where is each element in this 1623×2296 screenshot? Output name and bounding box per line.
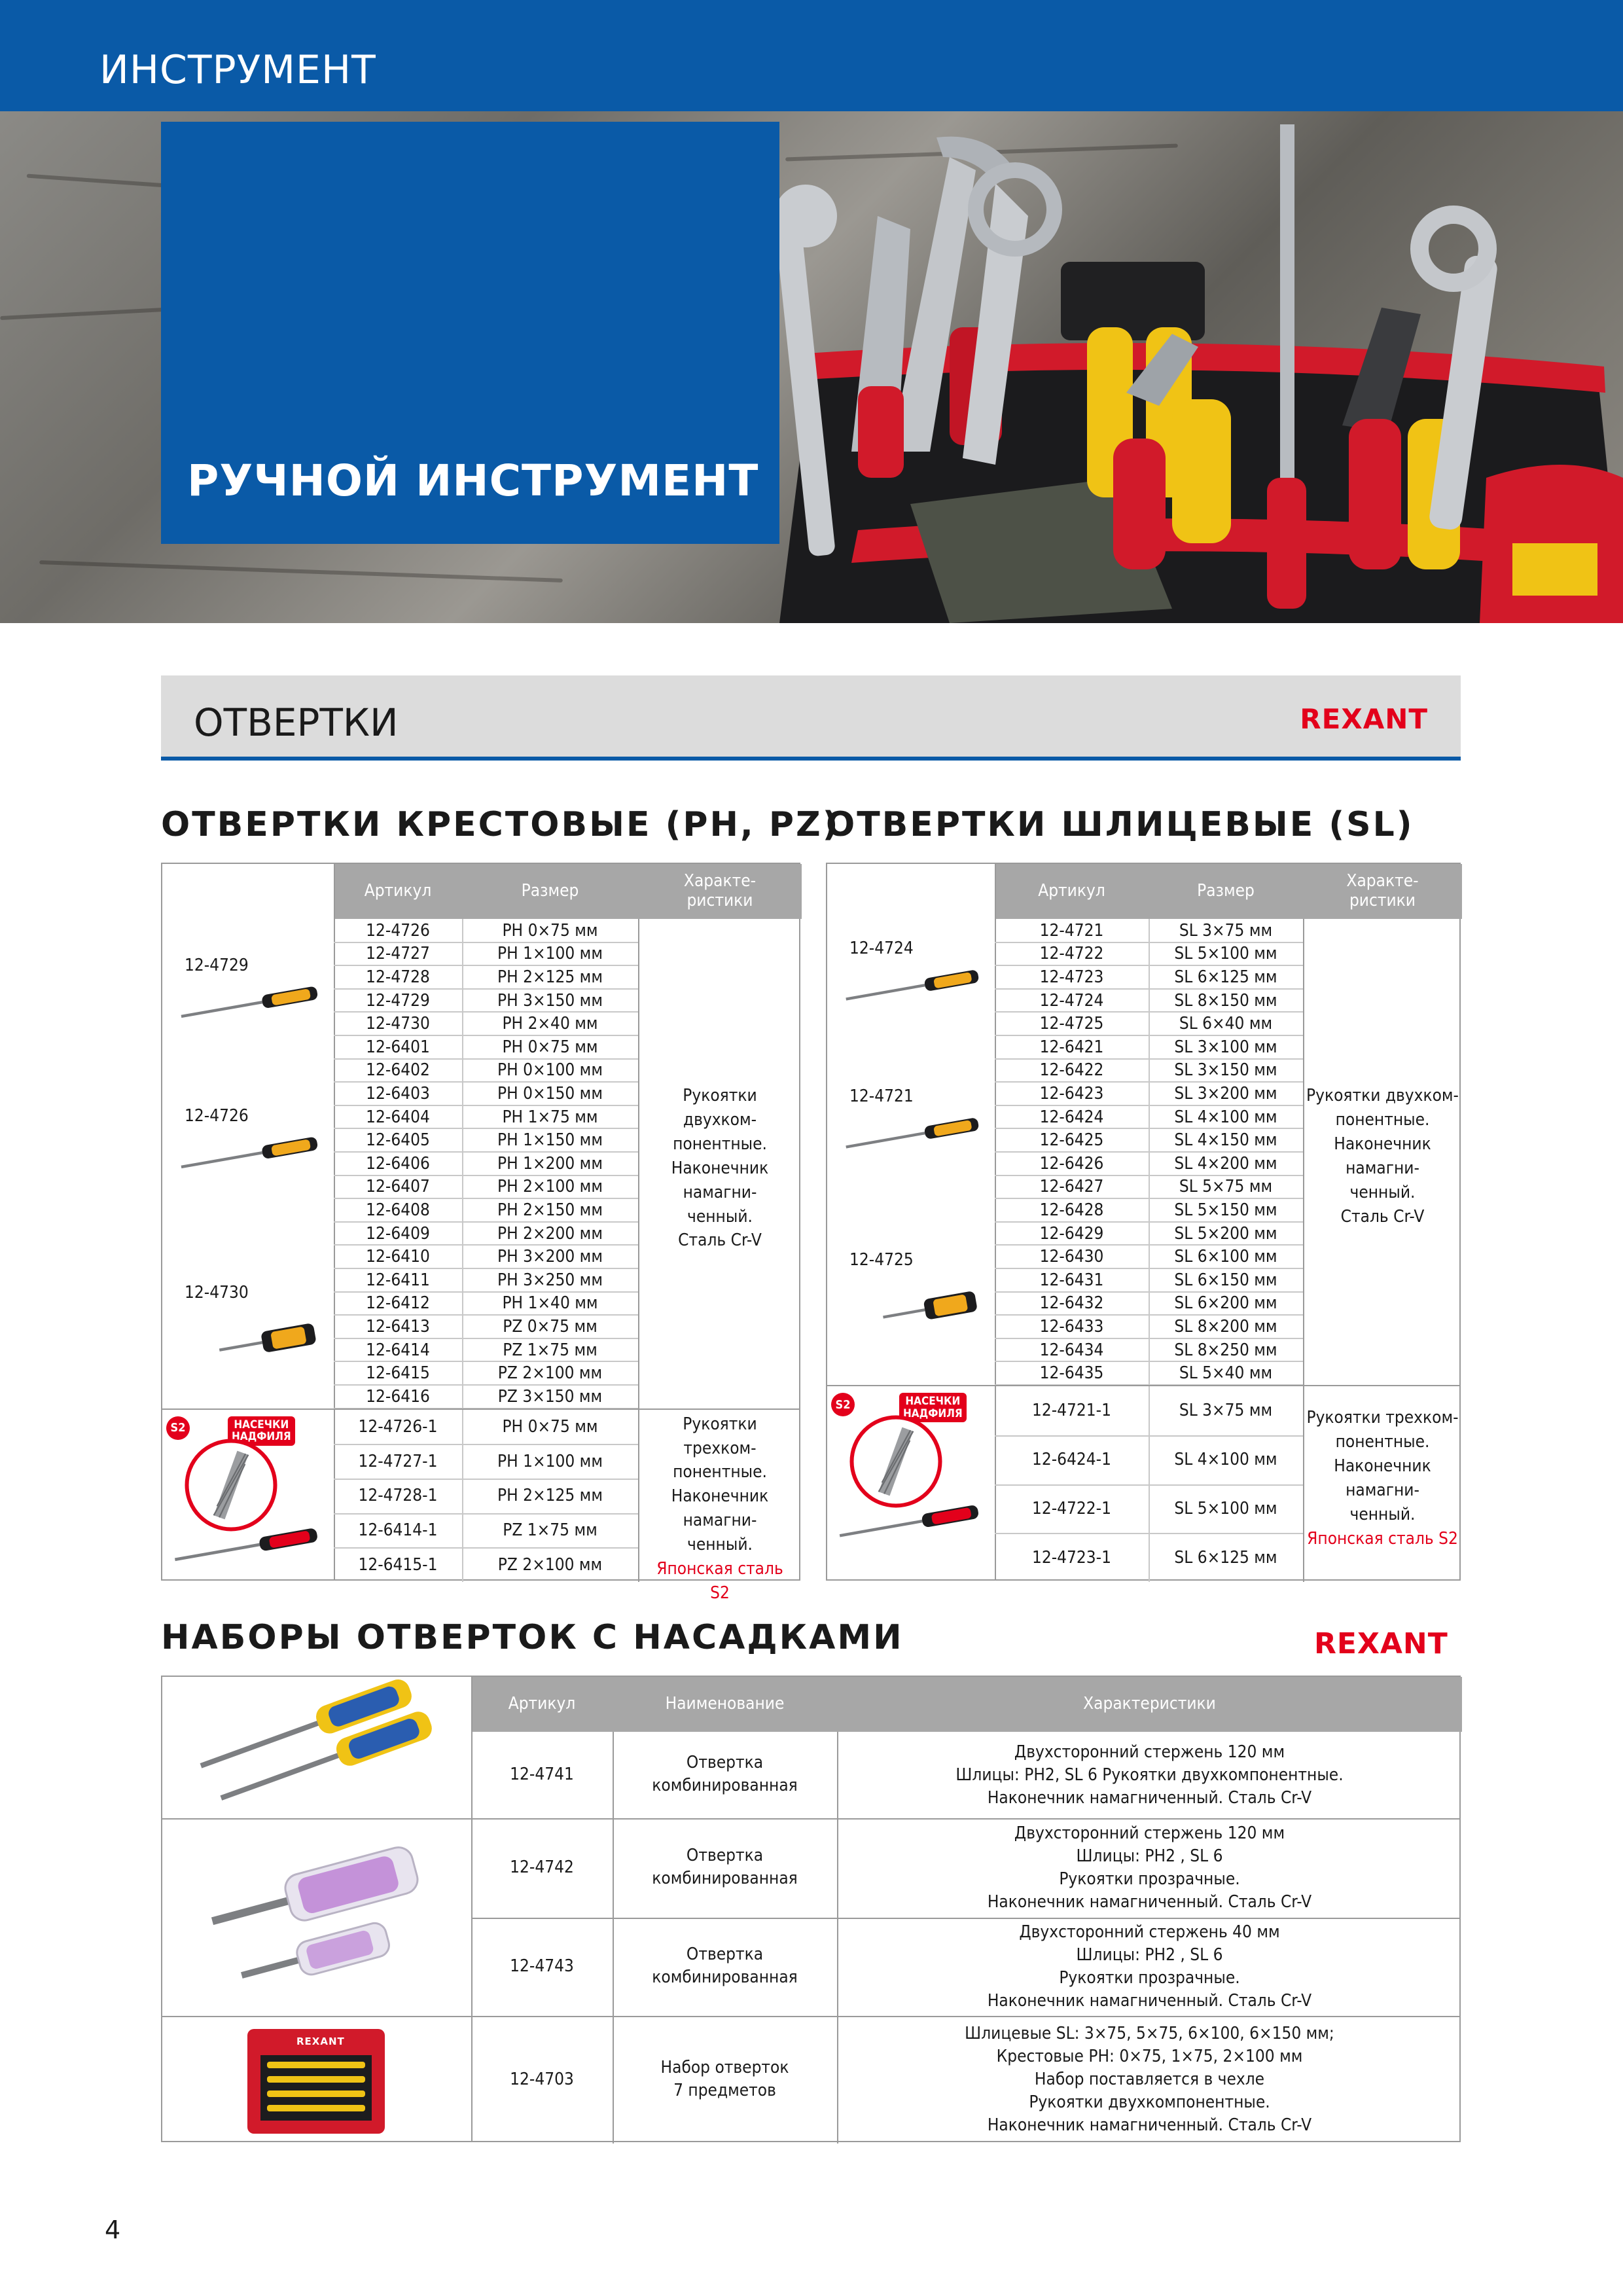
table-cell-size: PZ 0×75 мм <box>503 1316 597 1336</box>
table-cell-article: 12-4721 <box>1039 920 1104 941</box>
table-cell-article: 12-6408 <box>366 1200 430 1220</box>
table-cell-size: SL 5×100 мм <box>1174 1498 1277 1518</box>
table-cell-size: PH 2×100 мм <box>497 1177 603 1197</box>
table-cell-size: PH 3×250 мм <box>497 1270 603 1290</box>
characteristics-line: ченный. <box>1349 1504 1416 1524</box>
set-characteristics-line: Двухсторонний стержень 120 мм <box>1014 1742 1285 1762</box>
set-characteristics-line: Рукоятки прозрачные. <box>1059 1968 1240 1988</box>
rexant-logo: REXANT <box>1300 703 1428 735</box>
characteristics-line: Наконечник <box>671 1158 769 1178</box>
table-cell-article: 12-6429 <box>1039 1223 1104 1244</box>
characteristics-line: Наконечник <box>1334 1134 1431 1154</box>
table-cell-article: 12-6415 <box>366 1363 430 1384</box>
table-cell-size: SL 4×200 мм <box>1174 1153 1277 1174</box>
table-cell-article: 12-6415-1 <box>358 1554 438 1575</box>
file-notch-badge: НАСЕЧКИ НАДФИЛЯ <box>228 1416 295 1446</box>
screwdriver-s2-image <box>834 1498 982 1550</box>
characteristics-line: понентные. <box>673 1134 767 1154</box>
image-sku-label: 12-4724 <box>849 939 914 958</box>
table-cell-size: SL 8×250 мм <box>1174 1340 1277 1360</box>
table-cell-article: 12-6404 <box>366 1107 430 1127</box>
set-characteristics-line: Набор поставляется в чехле <box>1034 2070 1265 2090</box>
table-cell-article: 12-4722 <box>1039 944 1104 964</box>
table-cell-size: SL 8×150 мм <box>1174 990 1277 1011</box>
table-cell-article: 12-6435 <box>1039 1363 1104 1384</box>
set-name-line: комбинированная <box>652 1869 798 1889</box>
top-banner <box>0 0 1623 111</box>
table-cell-article: 12-6412 <box>366 1293 430 1314</box>
tool-bag-photo <box>779 111 1623 623</box>
table-cell-article: 12-4723 <box>1039 967 1104 987</box>
s2-badge: S2 <box>166 1416 190 1440</box>
header-article: Артикул <box>995 864 1149 919</box>
table-cell-article: 12-6413 <box>366 1316 430 1336</box>
table-cell-article: 12-4728 <box>366 967 430 987</box>
table-cell-article: 12-6434 <box>1039 1340 1104 1360</box>
table-cell-size: SL 4×100 мм <box>1174 1450 1277 1470</box>
screwdriver-image <box>840 1113 982 1158</box>
table-cell-article: 12-6426 <box>1039 1153 1104 1174</box>
table-cell-size: PH 2×125 мм <box>497 967 603 987</box>
set-characteristics-line: Наконечник намагниченный. Сталь Cr-V <box>987 1991 1312 2011</box>
table-cell-size: SL 4×100 мм <box>1174 1107 1277 1127</box>
table-cell-size: SL 5×40 мм <box>1179 1363 1273 1384</box>
table-cell-size: PH 0×150 мм <box>497 1083 603 1103</box>
table-cell-article: 12-4727-1 <box>358 1451 438 1471</box>
table-cell-size: SL 5×100 мм <box>1174 944 1277 964</box>
characteristics-main <box>1303 1084 1462 1229</box>
table-cell-size: PH 1×100 мм <box>497 1451 603 1471</box>
characteristics-line: Наконечник <box>671 1486 769 1507</box>
header-chars: Характе- ристики <box>638 864 802 919</box>
image-sku-label: 12-4729 <box>185 956 249 975</box>
characteristics-line: Наконечник <box>1334 1456 1431 1476</box>
table-cell-size: SL 3×75 мм <box>1179 1401 1273 1421</box>
transparent-combo-screwdrivers-image <box>162 1818 470 2016</box>
file-notch-badge: НАСЕЧКИ НАДФИЛЯ <box>899 1393 967 1422</box>
table-cell-article: 12-6406 <box>366 1153 430 1174</box>
zoom-circle-illustration <box>847 1412 945 1511</box>
set-article: 12-4743 <box>510 1956 574 1976</box>
characteristics-s2 <box>1303 1406 1462 1551</box>
image-sku-label: 12-4730 <box>185 1283 249 1302</box>
table-cell-article: 12-6422 <box>1039 1060 1104 1081</box>
set-name <box>613 1844 837 1890</box>
table-cell-article: 12-6405 <box>366 1130 430 1151</box>
table-cell-article: 12-6424 <box>1039 1107 1104 1127</box>
set-name-line: Отвертка <box>686 1753 764 1772</box>
set-characteristics-line: Наконечник намагниченный. Сталь Cr-V <box>987 1892 1312 1912</box>
table-cell-article: 12-6403 <box>366 1083 430 1103</box>
table-cell-article: 12-6427 <box>1039 1177 1104 1197</box>
row-divider <box>471 1918 1459 1919</box>
hero-title: РУЧНОЙ ИНСТРУМЕНТ <box>187 456 759 506</box>
set-name <box>613 1751 837 1797</box>
table-cell-size: SL 3×150 мм <box>1174 1060 1277 1081</box>
characteristics-line: Рукоятки <box>683 1086 757 1105</box>
table-cell-size: PH 1×150 мм <box>497 1130 603 1151</box>
screwdriver-image <box>175 1309 321 1381</box>
set-characteristics-line: Наконечник намагниченный. Сталь Cr-V <box>987 1787 1312 1808</box>
table-cell-size: SL 6×200 мм <box>1174 1293 1277 1314</box>
table-cell-size: PH 2×40 мм <box>502 1014 598 1034</box>
characteristics-line: намагни- <box>683 1182 757 1202</box>
header-article: Артикул <box>471 1677 613 1732</box>
screwdriver-image <box>840 965 982 1011</box>
set-characteristics <box>837 2022 1462 2137</box>
set-characteristics-line: Крестовые PH: 0×75, 1×75, 2×100 мм <box>996 2047 1303 2067</box>
table-cell-article: 12-6424-1 <box>1031 1450 1112 1470</box>
characteristics-line: Рукоятки трехком- <box>1306 1408 1459 1427</box>
set-article: 12-4742 <box>510 1857 574 1877</box>
characteristics-line: намагни- <box>1346 1480 1419 1500</box>
characteristics-line: Рукоятки двухком- <box>1306 1086 1459 1105</box>
sets-table <box>161 1676 1461 2142</box>
table-cell-article: 12-4723-1 <box>1031 1547 1112 1568</box>
characteristics-main <box>638 1084 802 1253</box>
table-cell-article: 12-4728-1 <box>358 1486 438 1506</box>
characteristics-line: Рукоятки <box>683 1414 757 1434</box>
characteristics-steel-s2: Японская сталь S2 <box>1307 1528 1458 1549</box>
set-characteristics-line: Шлицы: PH2 , SL 6 <box>1076 1945 1223 1965</box>
table-cell-article: 12-6414-1 <box>358 1520 438 1540</box>
combo-screwdriver-yellow-blue-image <box>162 1677 470 1818</box>
pouch-logo: REXANT <box>296 2036 345 2047</box>
sets-rexant-logo: REXANT <box>1314 1627 1448 1660</box>
slotted-title: ОТВЕРТКИ ШЛИЦЕВЫЕ (SL) <box>826 805 1414 844</box>
set-characteristics <box>837 1921 1462 2013</box>
table-cell-article: 12-6409 <box>366 1223 430 1244</box>
set-characteristics-line: Шлицы: PH2, SL 6 Рукоятки двухкомпонентные. <box>955 1765 1344 1785</box>
s2-badge: S2 <box>831 1393 855 1416</box>
characteristics-steel-s2: S2 <box>710 1583 730 1603</box>
table-cell-article: 12-6430 <box>1039 1247 1104 1267</box>
table-cell-size: SL 5×75 мм <box>1179 1177 1273 1197</box>
table-cell-article: 12-4724 <box>1039 990 1104 1011</box>
table-cell-article: 12-6423 <box>1039 1083 1104 1103</box>
catalog-section-title: ИНСТРУМЕНТ <box>99 47 376 93</box>
hero-image <box>0 111 1623 623</box>
characteristics-line: намагни- <box>683 1511 757 1531</box>
table-cell-article: 12-4726-1 <box>358 1416 438 1437</box>
image-sku-label: 12-4721 <box>849 1086 914 1106</box>
set-name-line: комбинированная <box>652 1776 798 1796</box>
table-cell-article: 12-6433 <box>1039 1316 1104 1336</box>
table-cell-size: PH 0×75 мм <box>502 1037 598 1057</box>
set-name <box>613 2056 837 2102</box>
set-characteristics-line: Рукоятки двухкомпонентные. <box>1029 2092 1270 2113</box>
table-cell-article: 12-6411 <box>366 1270 430 1290</box>
table-cell-size: SL 4×150 мм <box>1174 1130 1277 1151</box>
table-cell-size: SL 5×200 мм <box>1174 1223 1277 1244</box>
header-name: Наименование <box>613 1677 837 1732</box>
characteristics-line: понентные. <box>1335 1431 1430 1452</box>
table-cell-article: 12-6431 <box>1039 1270 1104 1290</box>
table-cell-size: PH 1×200 мм <box>497 1153 603 1174</box>
characteristics-line: ченный. <box>687 1206 753 1227</box>
set-characteristics-line: Двухсторонний стержень 120 мм <box>1014 1823 1285 1843</box>
set-name-line: 7 предметов <box>673 2080 776 2100</box>
screwdriver-image <box>175 982 321 1028</box>
table-cell-article: 12-4729 <box>366 990 430 1011</box>
zoom-circle-illustration <box>182 1436 280 1534</box>
table-cell-article: 12-4725 <box>1039 1014 1104 1034</box>
table-cell-article: 12-6414 <box>366 1340 430 1360</box>
table-cell-size: PZ 2×100 мм <box>497 1554 603 1575</box>
table-cell-size: PH 0×100 мм <box>497 1060 603 1081</box>
set-characteristics-line: Рукоятки прозрачные. <box>1059 1869 1240 1890</box>
table-cell-article: 12-6421 <box>1039 1037 1104 1057</box>
set-characteristics-line: Двухсторонний стержень 40 мм <box>1019 1922 1280 1942</box>
header-size: Размер <box>462 864 638 919</box>
table-cell-size: PH 2×150 мм <box>497 1200 603 1220</box>
section-title: ОТВЕРТКИ <box>194 700 399 745</box>
table-cell-article: 12-6402 <box>366 1060 430 1081</box>
set-name-line: комбинированная <box>652 1967 798 1988</box>
table-cell-size: SL 5×150 мм <box>1174 1200 1277 1220</box>
table-cell-article: 12-4727 <box>366 944 430 964</box>
table-cell-size: SL 3×100 мм <box>1174 1037 1277 1057</box>
characteristics-line: понентные. <box>673 1462 767 1482</box>
set-name-line: Отвертка <box>686 1846 764 1865</box>
set-name-line: Набор отверток <box>660 2057 789 2077</box>
table-cell-size: SL 6×125 мм <box>1174 1547 1277 1568</box>
table-cell-article: 12-6410 <box>366 1247 430 1267</box>
table-cell-article: 12-6432 <box>1039 1293 1104 1314</box>
table-cell-size: PH 2×200 мм <box>497 1223 603 1244</box>
image-sku-label: 12-4725 <box>849 1250 914 1270</box>
image-sku-label: 12-4726 <box>185 1106 249 1126</box>
table-cell-article: 12-4726 <box>366 920 430 941</box>
header-chars: Характе- ристики <box>1303 864 1462 919</box>
table-cell-article: 12-6407 <box>366 1177 430 1197</box>
table-cell-size: SL 8×200 мм <box>1174 1316 1277 1336</box>
table-cell-size: PZ 1×75 мм <box>503 1340 597 1360</box>
characteristics-s2 <box>638 1412 802 1605</box>
hero-title-panel <box>161 122 779 544</box>
sets-title: НАБОРЫ ОТВЕРТОК С НАСАДКАМИ <box>161 1618 904 1657</box>
table-cell-size: PH 1×75 мм <box>502 1107 598 1127</box>
characteristics-line: намагни- <box>1346 1158 1419 1178</box>
characteristics-line: ченный. <box>1349 1182 1416 1202</box>
table-cell-article: 12-4722-1 <box>1031 1498 1112 1518</box>
table-cell-size: PZ 3×150 мм <box>497 1386 603 1407</box>
screwdriver-s2-image <box>169 1521 321 1573</box>
header-chars: Характеристики <box>837 1677 1462 1732</box>
table-cell-size: SL 6×125 мм <box>1174 967 1277 987</box>
table-cell-size: PH 0×75 мм <box>502 1416 598 1437</box>
table-cell-article: 12-6401 <box>366 1037 430 1057</box>
table-cell-size: PZ 2×100 мм <box>497 1363 603 1384</box>
characteristics-line: трехком- <box>683 1438 757 1458</box>
table-cell-size: SL 3×75 мм <box>1179 920 1273 941</box>
table-cell-size: PH 1×40 мм <box>502 1293 598 1314</box>
header-size: Размер <box>1149 864 1303 919</box>
table-cell-size: SL 6×100 мм <box>1174 1247 1277 1267</box>
slotted-table <box>826 863 1461 1581</box>
table-cell-size: PH 3×200 мм <box>497 1247 603 1267</box>
table-cell-size: PH 3×150 мм <box>497 990 603 1011</box>
set-characteristics-line: Шлицы: PH2 , SL 6 <box>1076 1846 1223 1867</box>
characteristics-line: Сталь Cr-V <box>678 1230 762 1251</box>
table-cell-size: SL 3×200 мм <box>1174 1083 1277 1103</box>
characteristics-line: ченный. <box>687 1535 753 1555</box>
table-cell-size: PH 0×75 мм <box>502 920 598 941</box>
characteristics-steel-s2: Японская сталь <box>656 1559 783 1579</box>
set-article: 12-4703 <box>510 2069 574 2089</box>
characteristics-line: понентные. <box>1335 1109 1430 1130</box>
table-cell-article: 12-4721-1 <box>1031 1401 1112 1421</box>
table-cell-size: PH 1×100 мм <box>497 944 603 964</box>
table-cell-size: SL 6×150 мм <box>1174 1270 1277 1290</box>
table-cell-article: 12-6416 <box>366 1386 430 1407</box>
set-characteristics <box>837 1741 1462 1810</box>
screwdriver-image <box>175 1132 321 1178</box>
phillips-table <box>161 863 800 1603</box>
table-cell-article: 12-4730 <box>366 1014 430 1034</box>
header-article: Артикул <box>334 864 462 919</box>
table-cell-size: SL 6×40 мм <box>1179 1014 1273 1034</box>
phillips-title: ОТВЕРТКИ КРЕСТОВЫЕ (PH, PZ) <box>161 805 840 844</box>
characteristics-line: двухком- <box>683 1109 757 1130</box>
set-characteristics <box>837 1822 1462 1914</box>
table-cell-size: PH 2×125 мм <box>497 1486 603 1506</box>
table-cell-article: 12-6425 <box>1039 1130 1104 1151</box>
page-number: 4 <box>105 2215 121 2244</box>
section-bar <box>161 675 1461 761</box>
set-name-line: Отвертка <box>686 1945 764 1964</box>
screwdriver-image <box>840 1276 982 1348</box>
table-cell-article: 12-6428 <box>1039 1200 1104 1220</box>
set-name <box>613 1943 837 1989</box>
set-characteristics-line: Шлицевые SL: 3×75, 5×75, 6×100, 6×150 мм; <box>965 2024 1334 2043</box>
set-article: 12-4741 <box>510 1765 574 1784</box>
characteristics-line: Сталь Cr-V <box>1340 1206 1425 1227</box>
table-cell-size: PZ 1×75 мм <box>503 1520 597 1540</box>
set-characteristics-line: Наконечник намагниченный. Сталь Cr-V <box>987 2115 1312 2136</box>
